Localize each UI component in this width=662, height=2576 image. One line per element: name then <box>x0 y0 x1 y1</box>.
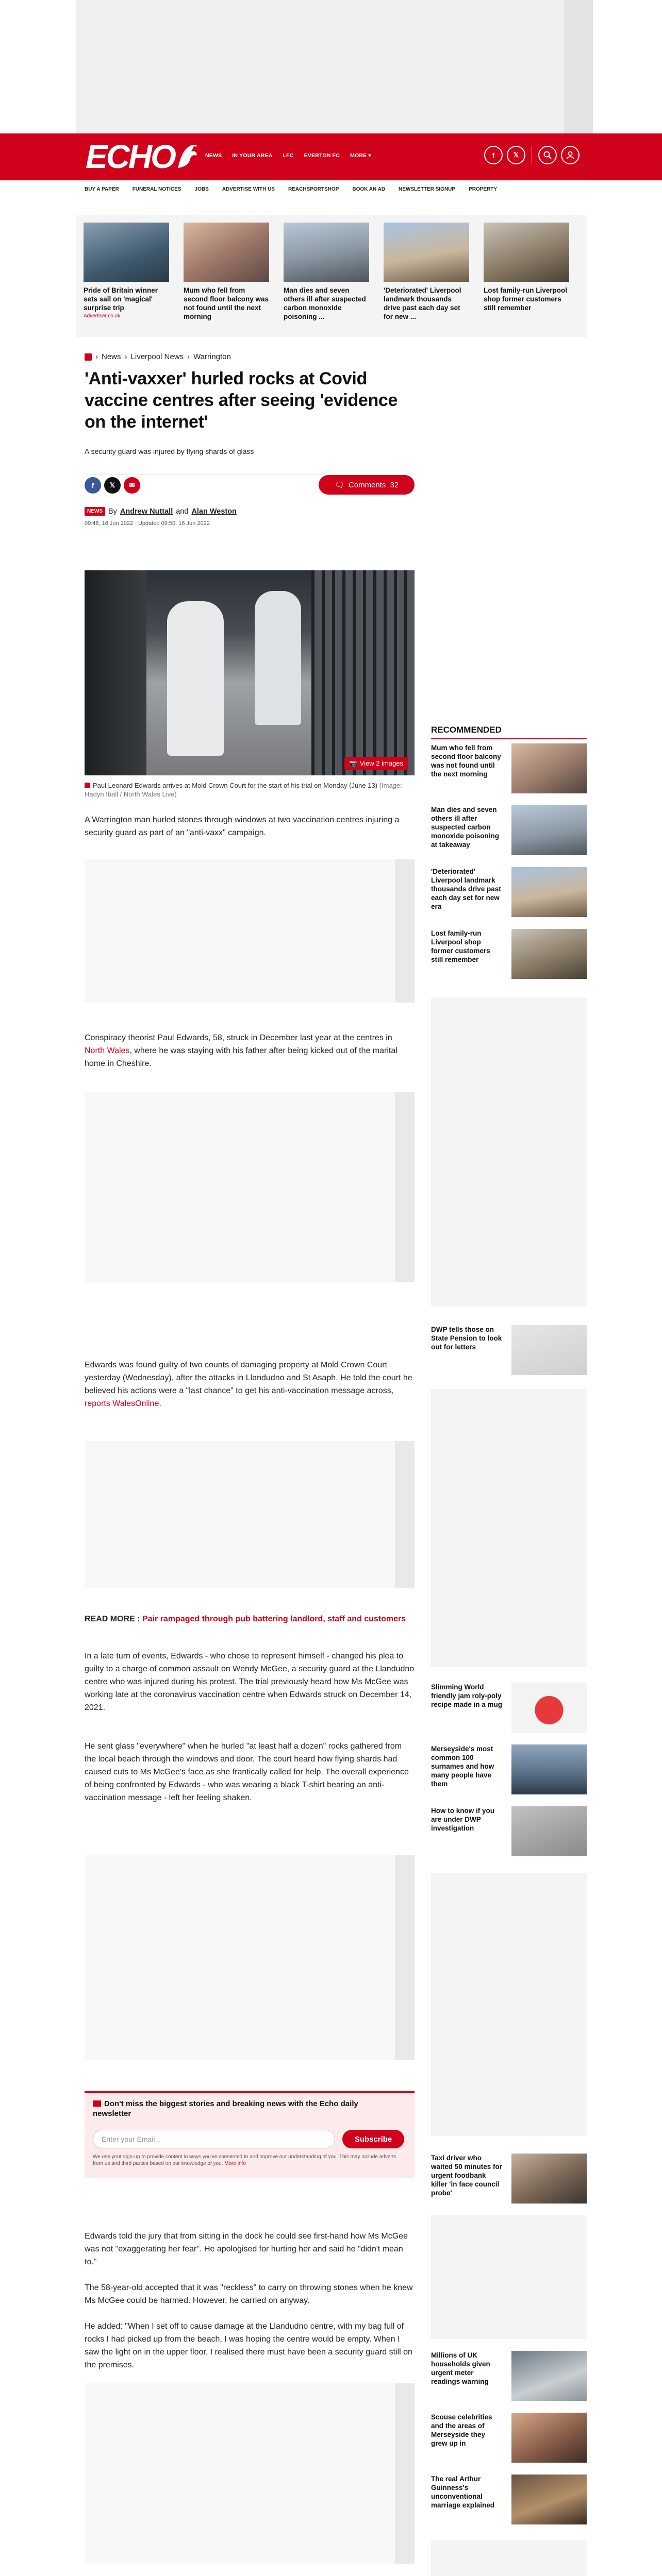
walesonline-link[interactable]: reports WalesOnline <box>85 1399 159 1408</box>
nav-lfc[interactable]: LFC <box>283 152 294 159</box>
section-badge: NEWS <box>85 507 105 516</box>
article-standfirst: A security guard was injured by flying shards of glass <box>85 447 254 455</box>
hero-figure <box>255 591 301 725</box>
twitter-share-icon[interactable]: 𝕏 <box>104 477 121 494</box>
subnav-buy-paper[interactable]: BUY A PAPER <box>85 186 119 192</box>
recommended-title: 'Deteriorated' Liverpool landmark thousands drive past each day set for new era <box>431 868 501 910</box>
recommended-image <box>511 2413 587 2463</box>
subnav-funeral-notices[interactable]: FUNERAL NOTICES <box>132 186 181 192</box>
recommended-title: Taxi driver who waited 50 minutes for urgent foodbank killer 'in face council probe' <box>431 2154 503 2197</box>
newsletter-heading <box>93 2099 392 2119</box>
article-paragraph <box>85 1031 415 1070</box>
recommended-title: Mum who fell from second floor balcony was not found until the next morning <box>431 744 501 778</box>
byline-and: and <box>176 507 189 516</box>
comments-label: Comments <box>348 480 386 489</box>
newsletter-signup <box>85 2091 415 2178</box>
trending-image <box>484 223 569 282</box>
trending-card[interactable] <box>384 223 469 321</box>
trending-source: Advertiser.co.uk <box>84 313 121 319</box>
byline <box>85 507 237 516</box>
twitter-icon[interactable]: 𝕏 <box>507 146 525 164</box>
more-info-link[interactable]: More info <box>224 2161 246 2166</box>
recommended-image <box>511 929 587 979</box>
comment-icon: 🗨 <box>334 481 344 489</box>
breadcrumb-sep-icon: › <box>124 352 127 361</box>
camera-icon <box>85 783 90 788</box>
recommended-title: The real Arthur Guinness's unconventional marriage explained <box>431 2475 495 2509</box>
home-icon[interactable] <box>85 353 92 361</box>
article-paragraph: He added: "When I set off to cause damage at the Llandudno centre, with my bag full of rocks I had picked up from the beach, I was hoping the centre would be empty. When I saw the light on in the upper floor, I realised there must have been a security guard still on the premises. <box>85 2322 412 2369</box>
text-run: Conspiracy theorist Paul Edwards, 58, struck in December last year at the centres in <box>85 1033 392 1042</box>
trending-card[interactable] <box>484 223 569 312</box>
hero-figure <box>167 601 224 756</box>
search-icon[interactable] <box>538 146 557 164</box>
caption-text: Paul Leonard Edwards arrives at Mold Crown Court for the start of his trial on Monday (June 13) <box>93 782 378 789</box>
sidebar-advert <box>431 997 587 1307</box>
inline-advert <box>85 859 415 1003</box>
subnav-book-ad[interactable]: BOOK AN AD <box>352 186 386 192</box>
trending-headline: Pride of Britain winner sets sail on 'magical' surprise trip <box>84 286 158 312</box>
email-share-icon[interactable]: ✉ <box>124 477 140 494</box>
trending-headline: Mum who fell from second floor balcony was not found until the next morning <box>184 286 269 320</box>
trending-image <box>284 223 369 282</box>
text-run: Edwards was found guilty of two counts of damaging property at Mold Crown Court yesterday (Wednesday), after the attacks in Llandudno and St Asaph. He told the court he believed his actions were a "last chance" to get his anti-vaccination message across, <box>85 1361 412 1395</box>
mail-icon <box>93 2100 101 2107</box>
byline-by: By <box>108 507 117 516</box>
trending-image <box>384 223 469 282</box>
recommended-image <box>511 2154 587 2204</box>
article-paragraph: The 58-year-old accepted that it was "reckless" to carry on throwing stones when he knew Ms McGee could be harmed. However, he carried on anyway. <box>85 2283 413 2305</box>
author-link[interactable]: Alan Weston <box>191 507 237 516</box>
main-nav <box>205 152 371 159</box>
header-actions <box>484 146 580 164</box>
facebook-share-icon[interactable]: f <box>85 477 101 494</box>
subnav-jobs[interactable]: JOBS <box>194 186 209 192</box>
comments-count: 32 <box>390 480 399 489</box>
breadcrumb-warrington[interactable]: Warrington <box>193 352 231 361</box>
facebook-icon[interactable]: f <box>484 146 503 164</box>
article-paragraph <box>85 1359 415 1410</box>
read-more-link[interactable]: Pair rampaged through pub battering landlord, staff and customers <box>142 1615 406 1623</box>
recommended-image <box>511 1744 587 1794</box>
read-more-label: READ MORE : <box>85 1615 140 1623</box>
recommended-title: DWP tells those on State Pension to look out for letters <box>431 1326 502 1351</box>
sidebar-advert <box>431 2215 587 2339</box>
publish-dates: 09:48, 16 Jun 2022 · Updated 09:50, 16 Jun 2022 <box>85 520 210 527</box>
view-images-button[interactable]: 📷 View 2 images <box>344 757 408 770</box>
inline-advert <box>85 1092 415 1282</box>
recommended-image <box>511 2351 587 2401</box>
recommended-image <box>511 1683 587 1733</box>
newsletter-heading-text: Don't miss the biggest stories and breaking news with the Echo daily newsletter <box>93 2099 358 2118</box>
recommended-title: Man dies and seven others ill after suspected carbon monoxide poisoning at takeaway <box>431 806 499 849</box>
chevron-down-icon: ▾ <box>368 152 371 159</box>
recommended-title: Lost family-run Liverpool shop former customers still remember <box>431 929 490 963</box>
liverbird-icon <box>174 141 200 172</box>
recommended-image <box>511 1806 587 1856</box>
recommended-image <box>511 2475 587 2524</box>
advert-edge <box>564 0 593 141</box>
recommended-title: How to know if you are under DWP investigation <box>431 1807 494 1832</box>
echo-logo[interactable] <box>86 139 200 175</box>
north-wales-link[interactable]: North Wales <box>85 1046 130 1055</box>
recommended-title: Merseyside's most common 100 surnames and how many people have them <box>431 1745 494 1788</box>
hero-image[interactable] <box>85 570 415 775</box>
nav-in-your-area[interactable]: IN YOUR AREA <box>232 152 273 159</box>
inline-advert <box>85 2383 415 2564</box>
legal-text: We use your sign-up to provide content in ways you've consented to and improve our understanding of you. This may include adverts from us and third parties based on our knowledge of you. <box>93 2154 396 2166</box>
subnav-reachsportshop[interactable]: REACHSPORTSHOP <box>288 186 339 192</box>
newsletter-legal <box>93 2154 402 2167</box>
nav-more[interactable] <box>350 152 371 159</box>
recommended-image <box>511 1325 587 1375</box>
secondary-nav <box>85 180 580 198</box>
trending-card[interactable] <box>184 223 269 321</box>
breadcrumb-liverpool-news[interactable]: Liverpool News <box>130 352 184 361</box>
hero-vehicle <box>85 570 146 775</box>
caption-credit: (Image: Hadyn Iball / North Wales Live) <box>85 782 402 798</box>
subnav-newsletter-signup[interactable]: NEWSLETTER SIGNUP <box>399 186 456 192</box>
view-images-label: View 2 images <box>359 759 403 767</box>
sidebar-advert <box>431 1873 587 2136</box>
share-bar <box>85 474 415 493</box>
article-paragraph: He sent glass "everywhere" when he hurled "at least half a dozen" rocks gathered from the local beach through the windows and door. The court heard how flying shards had caused cuts to Ms McGee's face as she frantically called for help. The overall experience of being confronted by Edwards - who was wearing a black T-shirt bearing an anti-vaccination message - left her feeling shaken. <box>85 1742 409 1802</box>
subnav-property[interactable]: PROPERTY <box>469 186 498 192</box>
site-header <box>0 133 662 180</box>
text-run: , where he was staying with his father after being kicked out of the marital home in Cheshire. <box>85 1046 398 1068</box>
breadcrumb <box>85 352 231 361</box>
hero-caption <box>85 781 415 799</box>
text-run: . <box>159 1399 161 1408</box>
account-icon[interactable] <box>561 146 580 164</box>
article-paragraph: A Warrington man hurled stones through windows at two vaccination centres injuring a security guard as part of an "anti-vaxx" campaign. <box>85 816 400 837</box>
trending-headline: Man dies and seven others ill after suspected carbon monoxide poisoning ... <box>284 286 366 320</box>
recommended-title: Scouse celebrities and the areas of Merseyside they grew up in <box>431 2413 492 2447</box>
inline-advert <box>85 1855 415 2060</box>
recommended-title: Millions of UK households given urgent meter readings warning <box>431 2351 490 2385</box>
recommended-image <box>511 805 587 855</box>
trending-card[interactable] <box>84 223 169 319</box>
article-paragraph: In a late turn of events, Edwards - who chose to represent himself - changed his plea to guilty to a charge of common assault on Wendy McGee, a security guard at the Llandudno centre who was injured during his protest. The trial previously heard how Ms McGee was working late at the coronavirus vaccination centre when Edwards struck on December 14, 2021. <box>85 1652 415 1712</box>
trending-image <box>184 223 269 282</box>
email-input[interactable]: Enter your Email... <box>93 2130 335 2148</box>
read-more[interactable] <box>85 1614 415 1625</box>
trending-card[interactable] <box>284 223 369 321</box>
trending-headline: Lost family-run Liverpool shop former customers still remember <box>484 286 568 312</box>
subnav-advertise[interactable]: ADVERTISE WITH US <box>222 186 275 192</box>
logo-text: ECHO <box>86 138 175 175</box>
trending-image <box>84 223 169 282</box>
nav-more-label: MORE <box>350 152 367 159</box>
sidebar-advert <box>431 1389 587 1667</box>
recommended-image <box>511 743 587 793</box>
recommended-image <box>511 867 587 917</box>
breadcrumb-sep-icon: › <box>187 352 190 361</box>
trending-strip <box>76 215 587 337</box>
inline-advert <box>85 1441 415 1588</box>
subscribe-button[interactable]: Subscribe <box>342 2130 404 2148</box>
recommended-title: Slimming World friendly jam roly-poly recipe made in a mug <box>431 1683 503 1708</box>
comments-button[interactable] <box>319 475 415 495</box>
article-title: 'Anti-vaxxer' hurled rocks at Covid vaccine centres after seeing 'evidence on the internet' <box>85 369 398 432</box>
nav-everton[interactable]: EVERTON FC <box>304 152 340 159</box>
top-advert <box>76 0 587 141</box>
article-paragraph: Edwards told the jury that from sitting in the dock he could see first-hand how Ms McGee was not "exaggerating her fear". He apologised for hurting her and said he "didn't mean to." <box>85 2232 408 2266</box>
hero-railings <box>311 570 415 775</box>
recommended-heading: RECOMMENDED <box>431 725 587 739</box>
trending-headline: 'Deteriorated' Liverpool landmark thousands drive past each day set for new ... <box>384 286 461 320</box>
sidebar-advert <box>431 2540 587 2576</box>
author-link[interactable]: Andrew Nuttall <box>120 507 173 516</box>
breadcrumb-news[interactable]: News <box>102 352 121 361</box>
nav-news[interactable]: NEWS <box>205 152 222 159</box>
breadcrumb-sep-icon: › <box>95 352 98 361</box>
